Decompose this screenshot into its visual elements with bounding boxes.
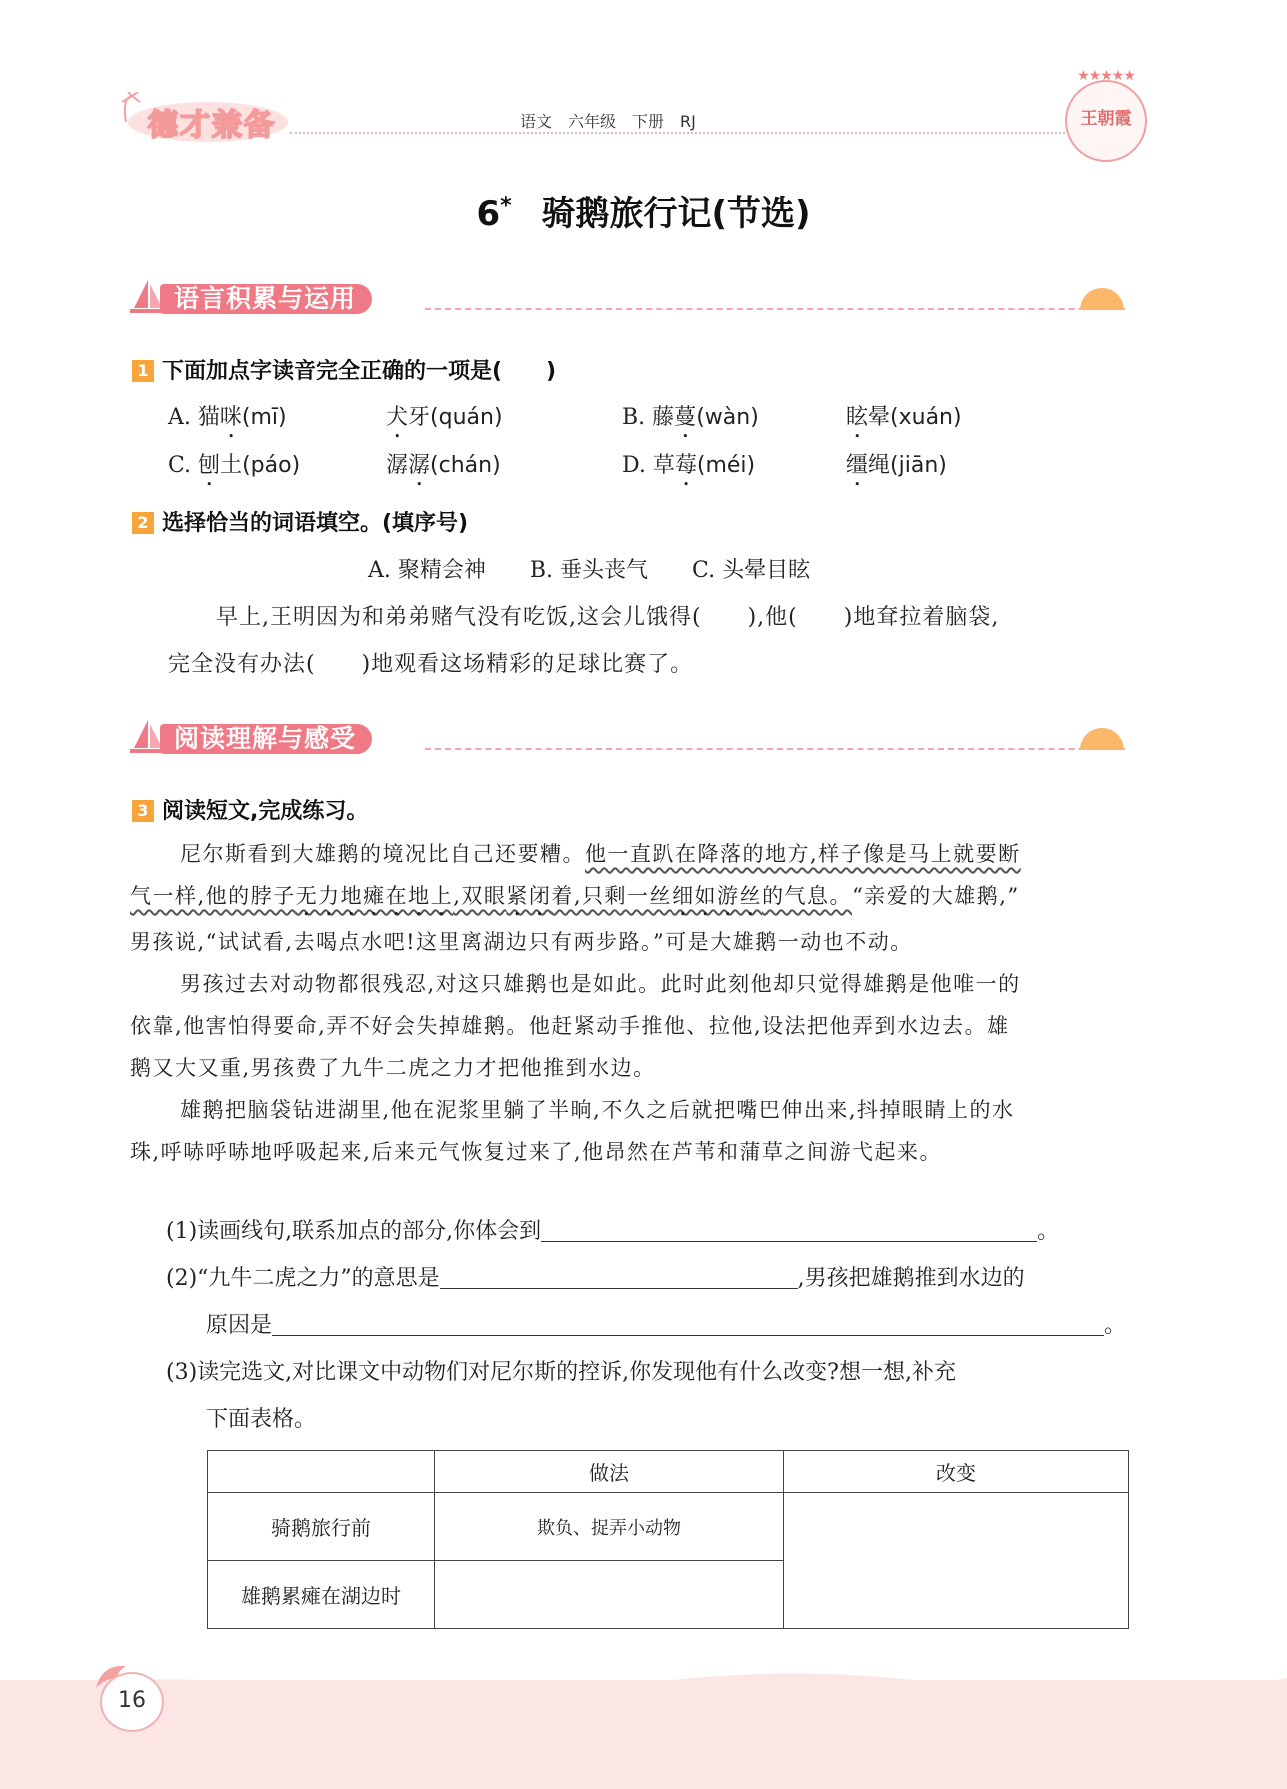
dotted-char: 蔓 (674, 405, 697, 430)
word-options: A. 聚精会神 B. 垂头丧气 C. 头晕目眩 (368, 558, 811, 583)
brand-text: 德才兼备 (148, 108, 276, 143)
question-2-prompt (132, 506, 468, 537)
subquestion-2-reason (206, 1308, 1126, 1339)
table-row (208, 1493, 1129, 1561)
pinyin: (quán) (430, 405, 503, 430)
lesson-title: 骑鹅旅行记(节选) (541, 194, 811, 234)
comparison-table (207, 1450, 1129, 1629)
question-number-badge: 1 (132, 360, 154, 382)
answer-blank[interactable] (440, 1266, 798, 1289)
header-divider (290, 132, 1065, 134)
char: 绳 (868, 453, 891, 478)
row-practice: 欺负、捉弄小动物 (435, 1493, 784, 1561)
section-banner-reading (120, 718, 1130, 758)
option-label: A. (168, 405, 198, 430)
pinyin: (chán) (430, 453, 501, 478)
option-d-2 (846, 448, 947, 491)
answer-blank[interactable] (541, 1219, 1037, 1242)
fill-sentence-2: 完全没有办法( )地观看这场精彩的足球比赛了。 (168, 652, 694, 677)
page-title (0, 186, 1287, 235)
table-header-change: 改变 (784, 1451, 1129, 1493)
char: 潺 (386, 453, 409, 478)
option-d-1 (622, 448, 755, 491)
passage-line (130, 833, 1146, 875)
passage-line: 珠,呼哧呼哧地呼吸起来,后来元气恢复过来了,他昂然在芦苇和蒲草之间游弋起来。 (130, 1140, 943, 1164)
char: 土 (220, 453, 243, 478)
table-header-practice: 做法 (435, 1451, 784, 1493)
section-divider (425, 308, 1125, 310)
option-c-2 (386, 448, 501, 491)
row-label: 骑鹅旅行前 (208, 1493, 435, 1561)
pinyin: (xuán) (890, 405, 962, 430)
dotted-phrase: 无力地瘫在地上 (295, 884, 454, 908)
subquestion-text: (1)读画线句,联系加点的部分,你体会到 (166, 1219, 542, 1244)
optional-mark: * (500, 193, 512, 219)
dotted-char: 缰 (846, 453, 869, 478)
pinyin: (mī) (241, 405, 287, 430)
subquestion-text: 原因是 (206, 1313, 273, 1338)
pinyin: (jiān) (890, 453, 947, 478)
passage-line: 男孩说,“试试看,去喝点水吧!这里离湖边只有两步路。”可是大雄鹅一动也不动。 (130, 930, 913, 954)
dotted-char: 刨 (198, 453, 221, 478)
question-3-prompt (132, 794, 368, 825)
lesson-number: 6 (476, 194, 501, 234)
brand-logo (118, 92, 288, 144)
char: 牙 (408, 405, 431, 430)
book-meta: 语文 六年级 下册 RJ (520, 112, 696, 131)
practice-answer-cell[interactable] (435, 1561, 784, 1629)
option-a-2 (386, 400, 503, 443)
section-title: 语言积累与运用 (160, 284, 372, 314)
question-number-badge: 2 (132, 512, 154, 534)
passage-text: 气一样,他的脖子 (130, 884, 296, 908)
passage-text: ,双眼 (453, 884, 507, 908)
page-number: 16 (118, 1688, 146, 1713)
seal-stars: ★★★★★ (1077, 68, 1135, 84)
answer-blank[interactable] (272, 1313, 1104, 1336)
option-a-1 (168, 400, 287, 443)
passage-line: 雄鹅把脑袋钻进湖里,他在泥浆里躺了半晌,不久之后就把嘴巴伸出来,抖掉眼睛上的水 (180, 1098, 1015, 1122)
passage (130, 833, 1146, 1173)
passage-line: 依靠,他害怕得要命,弄不好会失掉雄鹅。他赶紧动手推他、拉他,设法把他弄到水边去。雄 (130, 1014, 1010, 1038)
sunset-icon (1080, 728, 1124, 750)
passage-text: 着,只剩一丝 (551, 884, 673, 908)
seal-name: 王朝霞 (1080, 109, 1132, 129)
question-1-prompt (132, 354, 556, 385)
dotted-char: 咪 (219, 405, 242, 430)
subquestion-1 (166, 1214, 1059, 1245)
pinyin: (wàn) (696, 405, 759, 430)
subquestion-2 (166, 1261, 1025, 1292)
passage-line: 鹅又大又重,男孩费了九牛二虎之力才把他推到水边。 (130, 1056, 656, 1080)
footer-band (0, 1680, 1287, 1789)
passage-line: 男孩过去对动物都很残忍,对这只雄鹅也是如此。此时此刻他却只觉得雄鹅是他唯一的 (180, 972, 1021, 996)
dotted-char: 眩 (846, 405, 869, 430)
page-number-badge (100, 1672, 164, 1732)
dotted-char: 莓 (674, 453, 697, 478)
question-text: 选择恰当的词语填空。(填序号) (162, 511, 469, 536)
char: 藤 (652, 405, 675, 430)
section-banner-language (120, 278, 1130, 318)
passage-text: “亲爱的大雄鹅,” (852, 884, 1020, 908)
dotted-phrase: 细如游丝 (672, 884, 763, 908)
table-corner-cell (208, 1451, 435, 1493)
sunset-icon (1080, 288, 1124, 310)
question-number-badge: 3 (132, 800, 154, 822)
fill-sentence-1: 早上,王明因为和弟弟赌气没有吃饭,这会儿饿得( ),他( )地耷拉着脑袋, (216, 605, 1000, 630)
dotted-phrase: 紧闭 (506, 884, 552, 908)
passage-text: 的气息。 (762, 884, 853, 908)
question-text: 下面加点字读音完全正确的一项是( ) (162, 359, 557, 384)
subquestion-3-cont: 下面表格。 (206, 1407, 317, 1432)
char: 晕 (868, 405, 891, 430)
dotted-char: 犬 (386, 405, 409, 430)
char: 猫 (197, 405, 220, 430)
subquestion-3: (3)读完选文,对比课文中动物们对尼尔斯的控诉,你发现他有什么改变?想一想,补充 (166, 1360, 956, 1385)
passage-text: 尼尔斯看到大雄鹅的境况比自己还要糟。 (180, 842, 585, 866)
option-b-1 (622, 400, 759, 443)
author-seal (1065, 68, 1147, 162)
section-divider (425, 748, 1125, 750)
change-answer-cell[interactable] (784, 1493, 1129, 1629)
pinyin: (páo) (242, 453, 301, 478)
row-label: 雄鹅累瘫在湖边时 (208, 1561, 435, 1629)
dotted-char: 潺 (408, 453, 431, 478)
option-b-2 (846, 400, 962, 443)
option-label: D. (622, 453, 653, 478)
option-label: B. (622, 405, 653, 430)
subquestion-text: (2)“九牛二虎之力”的意思是 (166, 1266, 440, 1291)
subquestion-text: ,男孩把雄鹅推到水边的 (797, 1266, 1025, 1291)
period: 。 (1104, 1313, 1127, 1338)
underlined-sentence (130, 884, 852, 908)
underlined-sentence: 他一直趴在降落的地方,样子像是马上就要断 (585, 842, 1021, 866)
passage-line (130, 875, 1146, 921)
pinyin: (méi) (696, 453, 756, 478)
option-c-1 (168, 448, 300, 491)
question-text: 阅读短文,完成练习。 (162, 799, 369, 824)
table-header-row (208, 1451, 1129, 1493)
section-title: 阅读理解与感受 (160, 724, 372, 754)
char: 草 (652, 453, 675, 478)
period: 。 (1037, 1219, 1060, 1244)
option-label: C. (168, 453, 199, 478)
